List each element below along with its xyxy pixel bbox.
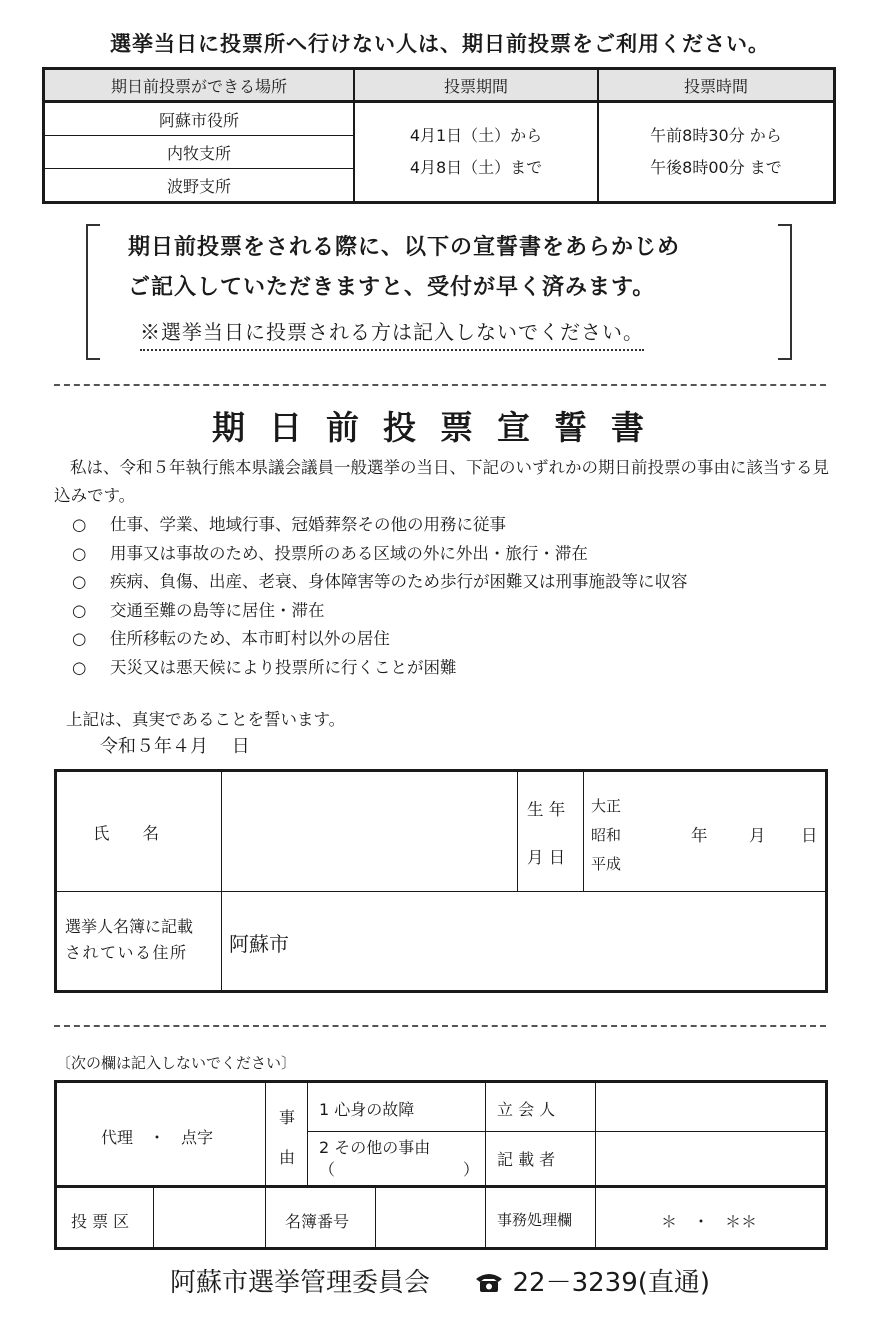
circle-bullet: ○ [72,629,87,648]
notice-line: 期日前投票をされる際に、以下の宣誓書をあらかじめ [128,235,681,260]
declaration-intro: 私は、令和５年執行熊本県議会議員一般選挙の当日、下記のいずれかの期日前投票の事由に該当する見込みです。 [54,458,829,505]
month-label: 月 [749,826,766,845]
divider [595,1188,596,1247]
reason-text: 仕事、学業、地域行事、冠婚葬祭その他の用務に従事 [110,515,506,534]
circle-bullet: ○ [72,572,87,591]
divider [57,891,825,892]
register-label: 名簿番号 [285,1212,350,1231]
office-label: 事務処理欄 [497,1211,573,1229]
divider [485,1083,486,1247]
list-item [72,597,688,626]
notice-text [128,228,680,308]
telephone-icon [474,1268,512,1298]
list-item [72,511,688,540]
header-period: 投票期間 [354,69,598,102]
list-item [72,568,688,597]
place-cell: 内牧支所 [44,136,355,169]
year-label: 年 [691,826,708,845]
era-option[interactable]: 平成 [591,855,622,873]
period-start: 4月1日（土）から [409,126,543,145]
circle-bullet: ○ [72,657,87,677]
divider [153,1188,154,1247]
name-field[interactable] [223,774,515,889]
proxy-label: 代理 ・ 点字 [101,1128,214,1147]
reason-label: 由 [279,1148,296,1167]
name-label: 氏 名 [93,824,159,843]
divider [57,1185,825,1188]
reason-list [72,511,688,682]
notice-note: ※選挙当日に投票される方は記入しないでください。 [140,316,644,351]
reason-text: 交通至難の島等に居住・滞在 [110,600,325,620]
cut-line [54,384,826,386]
divider [583,772,584,891]
address-field[interactable]: 阿蘇市 [229,932,289,956]
divider [307,1131,825,1132]
birthdate-label: 月 日 [527,848,566,867]
header-place: 期日前投票ができる場所 [44,69,355,102]
period-cell [354,102,598,203]
phone-number: 22－3239(直通) [512,1268,711,1298]
divider [221,772,222,891]
organization-name: 阿蘇市選挙管理委員会 [169,1268,430,1298]
list-item [72,540,688,569]
right-bracket [778,224,792,360]
era-options[interactable] [591,792,621,879]
page-title: 期日前投票宣誓書 [212,408,668,447]
cut-line [54,1025,826,1027]
divider [265,1188,266,1247]
office-value: ＊ ・ ＊＊ [661,1212,758,1231]
reason-text: 用事又は事故のため、投票所のある区域の外に外出・旅行・滞在 [110,543,588,563]
footer [0,1262,880,1299]
list-item [72,654,688,683]
reason-option-2[interactable]: 2 その他の事由 [319,1138,431,1157]
district-label: 投 票 区 [71,1212,130,1231]
time-end: 午後8時00分 まで [650,158,782,177]
place-cell: 阿蘇市役所 [44,102,355,136]
header-time: 投票時間 [598,69,835,102]
list-item [72,625,688,654]
reason-option-1[interactable]: 1 心身の故障 [319,1100,415,1119]
admin-note: 〔次の欄は記入しないでください〕 [56,1054,297,1072]
voter-info-form [54,769,828,993]
time-start: 午前8時30分 から [650,126,782,145]
time-cell [598,102,835,203]
divider [265,1083,266,1185]
notice-line: ご記入していただきますと、受付が早く済みます。 [128,275,656,300]
address-label-line: されている住所 [65,943,188,962]
circle-bullet: ○ [72,543,87,563]
admin-table [54,1080,828,1250]
circle-bullet: ○ [72,515,87,534]
early-voting-schedule-table [42,67,836,204]
reason-text: 天災又は悪天候により投票所に行くことが困難 [110,657,457,677]
reason-other-field[interactable]: （ ） [319,1160,480,1179]
address-label-line: 選挙人名簿に記載 [65,917,194,936]
period-end: 4月8日（土）まで [409,158,543,177]
left-bracket [86,224,100,360]
divider [221,891,222,990]
birthdate-label: 生 年 [527,800,566,819]
era-option[interactable]: 昭和 [591,826,622,844]
recorder-label: 記 載 者 [497,1150,556,1169]
divider [307,1083,308,1185]
place-cell: 波野支所 [44,169,355,203]
divider [375,1188,376,1247]
reason-label: 事 [279,1108,296,1127]
sworn-statement: 上記は、真実であることを誓います。 [66,710,346,729]
divider [595,1083,596,1185]
day-label: 日 [801,826,818,845]
declaration-date: 令和５年４月 日 [100,736,250,757]
circle-bullet: ○ [72,600,87,620]
witness-label: 立 会 人 [497,1100,556,1119]
era-option[interactable]: 大正 [591,797,622,815]
divider [517,772,518,891]
address-label [65,914,193,966]
reason-text: 疾病、負傷、出産、老衰、身体障害等のため歩行が困難又は刑事施設等に収容 [110,572,688,591]
reason-text: 住所移転のため、本市町村以外の居住 [110,629,390,648]
top-heading: 選挙当日に投票所へ行けない人は、期日前投票をご利用ください。 [110,32,770,56]
